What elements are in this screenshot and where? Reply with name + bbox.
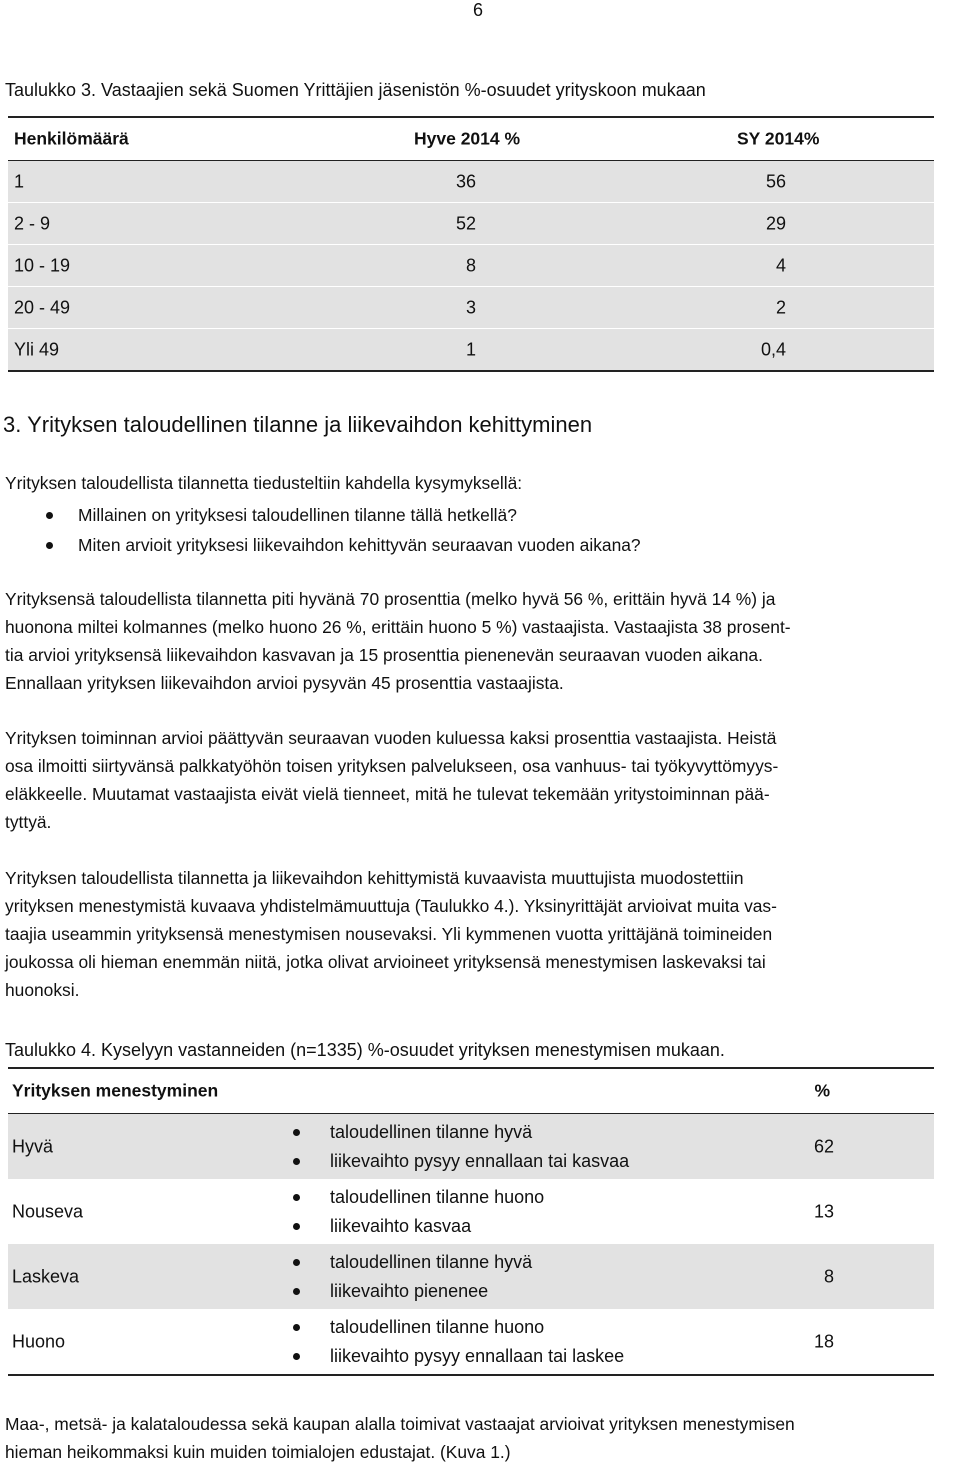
paragraph-1 xyxy=(5,585,955,697)
criteria-text: taloudellinen tilanne huono xyxy=(330,1187,545,1207)
table4-percent: 13 xyxy=(813,1201,834,1221)
table3-cell-sy: 4 xyxy=(775,255,786,275)
page-number: 6 xyxy=(473,0,484,20)
table3-cell-size: 2 - 9 xyxy=(14,213,51,233)
list-item xyxy=(288,1277,532,1306)
list-item xyxy=(288,1212,544,1241)
criteria-text: liikevaihto pienenee xyxy=(330,1281,489,1301)
table3-cell-sy: 56 xyxy=(765,171,786,191)
bullet-icon xyxy=(46,512,53,519)
bullet-icon xyxy=(293,1129,300,1136)
list-item xyxy=(288,1313,624,1342)
paragraph-line: joukossa oli hieman enemmän niitä, jotka olivat arvioineet yrityksensä menestymisen laskevaksi tai xyxy=(5,952,766,972)
table-row xyxy=(8,245,934,287)
table4-header-menestyminen: Yrityksen menestyminen xyxy=(12,1080,219,1101)
criteria-text: liikevaihto pysyy ennallaan tai kasvaa xyxy=(330,1151,630,1171)
criteria-text: taloudellinen tilanne hyvä xyxy=(330,1122,533,1142)
table4-category: Huono xyxy=(12,1331,66,1351)
table3-cell-sy: 29 xyxy=(765,213,786,233)
list-item xyxy=(288,1248,532,1277)
table4 xyxy=(8,1067,934,1376)
paragraph-line: huonoksi. xyxy=(5,980,80,1000)
table4-criteria xyxy=(288,1313,624,1371)
table3-header-row xyxy=(8,118,934,160)
list-item xyxy=(288,1183,544,1212)
table-row xyxy=(8,329,934,370)
table4-category: Laskeva xyxy=(12,1266,80,1286)
intro-text: Yrityksen taloudellista tilannetta tiedusteltiin kahdella kysymyksellä: xyxy=(5,473,523,493)
criteria-text: liikevaihto kasvaa xyxy=(330,1216,472,1236)
table4-percent: 18 xyxy=(813,1331,834,1351)
bullet-icon xyxy=(293,1288,300,1295)
table-row xyxy=(8,203,934,245)
paragraph-line: Yrityksen toiminnan arvioi päättyvän seuraavan vuoden kuluessa kaksi prosenttia vastaajista. Heistä xyxy=(5,728,777,748)
table-row xyxy=(8,1114,934,1179)
paragraph-line: taajia useammin yrityksensä menestymisen nousevaksi. Yli kymmenen vuotta yrittäjänä toimineiden xyxy=(5,924,773,944)
table4-header-row xyxy=(8,1069,934,1113)
table3-header-sy: SY 2014% xyxy=(737,128,820,149)
question-list xyxy=(5,500,641,560)
question-text: Millainen on yrityksesi taloudellinen tilanne tällä hetkellä? xyxy=(78,505,517,525)
criteria-text: taloudellinen tilanne huono xyxy=(330,1317,545,1337)
table3-cell-size: 20 - 49 xyxy=(14,297,71,317)
list-item xyxy=(288,1147,629,1176)
question-text: Miten arvioit yrityksesi liikevaihdon kehittyvän seuraavan vuoden aikana? xyxy=(78,535,641,555)
table3-bottom-rule xyxy=(8,370,934,372)
table4-percent: 62 xyxy=(813,1136,834,1156)
criteria-text: taloudellinen tilanne hyvä xyxy=(330,1252,533,1272)
table4-bottom-rule xyxy=(8,1374,934,1376)
table3-cell-sy: 2 xyxy=(775,297,786,317)
paragraph-line: osa ilmoitti siirtyvänsä palkkatyöhön toisen yrityksen palvelukseen, osa vanhuus- tai työkyvyttömyys- xyxy=(5,756,779,776)
table3-header-henkilomaara: Henkilömäärä xyxy=(14,128,129,149)
table4-category: Nouseva xyxy=(12,1201,84,1221)
list-item xyxy=(5,500,641,530)
paragraph-line: tia arvioi yrityksensä liikevaihdon kasvavan ja 15 prosenttia pienenevän seuraavan vuoden aikana. xyxy=(5,645,763,665)
table3-cell-size: 1 xyxy=(14,171,25,191)
paragraph-3 xyxy=(5,864,955,1004)
table3-header-hyve: Hyve 2014 % xyxy=(414,128,521,149)
paragraph-line: huonona miltei kolmannes (melko huono 26 %, erittäin huono 5 %) vastaajista. Vastaajista 38 prosent- xyxy=(5,617,791,637)
table4-category: Hyvä xyxy=(12,1136,54,1156)
bullet-icon xyxy=(293,1259,300,1266)
table-row xyxy=(8,1244,934,1309)
table3 xyxy=(8,116,934,372)
table3-cell-size: 10 - 19 xyxy=(14,255,71,275)
paragraph-line: Yrityksen taloudellista tilannetta ja liikevaihdon kehittymistä kuvaavista muuttujista muodostettiin xyxy=(5,868,744,888)
table-row xyxy=(8,1179,934,1244)
paragraph-line: yrityksen menestymistä kuvaava yhdistelmämuuttuja (Taulukko 4.). Yksinyrittäjät arvioivat muita vas- xyxy=(5,896,777,916)
table-row xyxy=(8,1309,934,1374)
bullet-icon xyxy=(46,542,53,549)
paragraph-line: Yrityksensä taloudellista tilannetta piti hyvänä 70 prosenttia (melko hyvä 56 %, erittäin hyvä 14 %) ja xyxy=(5,589,776,609)
list-item xyxy=(5,530,641,560)
bullet-icon xyxy=(293,1158,300,1165)
table3-cell-hyve: 52 xyxy=(455,213,476,233)
table4-criteria xyxy=(288,1183,544,1241)
criteria-text: liikevaihto pysyy ennallaan tai laskee xyxy=(330,1346,625,1366)
paragraph-2 xyxy=(5,724,955,836)
list-item xyxy=(288,1342,624,1371)
table3-caption: Taulukko 3. Vastaajien sekä Suomen Yrittäjien jäsenistön %-osuudet yrityskoon mukaan xyxy=(5,80,706,100)
table4-header-percent: % xyxy=(814,1080,830,1101)
table3-cell-size: Yli 49 xyxy=(14,339,60,359)
table3-cell-sy: 0,4 xyxy=(760,339,786,359)
paragraph-line: eläkkeelle. Muutamat vastaajista eivät vielä tienneet, mitä he tulevat tekemään yritystoiminnan pää- xyxy=(5,784,770,804)
bullet-icon xyxy=(293,1353,300,1360)
paragraph-line: hieman heikommaksi kuin muiden toimialojen edustajat. (Kuva 1.) xyxy=(5,1442,511,1462)
table3-cell-hyve: 3 xyxy=(465,297,476,317)
table4-criteria xyxy=(288,1248,532,1306)
table4-criteria xyxy=(288,1118,629,1176)
table3-cell-hyve: 1 xyxy=(465,339,476,359)
bullet-icon xyxy=(293,1194,300,1201)
table3-cell-hyve: 8 xyxy=(465,255,476,275)
closing-paragraph xyxy=(5,1410,955,1466)
bullet-icon xyxy=(293,1324,300,1331)
table4-caption: Taulukko 4. Kyselyyn vastanneiden (n=1335) %-osuudet yrityksen menestymisen mukaan. xyxy=(5,1040,725,1060)
table3-cell-hyve: 36 xyxy=(455,171,476,191)
list-item xyxy=(288,1118,629,1147)
bullet-icon xyxy=(293,1223,300,1230)
paragraph-line: Ennallaan yrityksen liikevaihdon arvioi pysyvän 45 prosenttia vastaajista. xyxy=(5,673,564,693)
section-heading: 3. Yrityksen taloudellinen tilanne ja liikevaihdon kehittyminen xyxy=(3,412,593,437)
table-row xyxy=(8,161,934,203)
table4-percent: 8 xyxy=(823,1266,834,1286)
paragraph-line: tyttyä. xyxy=(5,812,52,832)
paragraph-line: Maa-, metsä- ja kalataloudessa sekä kaupan alalla toimivat vastaajat arvioivat yrityksen menestymisen xyxy=(5,1414,795,1434)
section-intro xyxy=(5,469,955,497)
table-row xyxy=(8,287,934,329)
